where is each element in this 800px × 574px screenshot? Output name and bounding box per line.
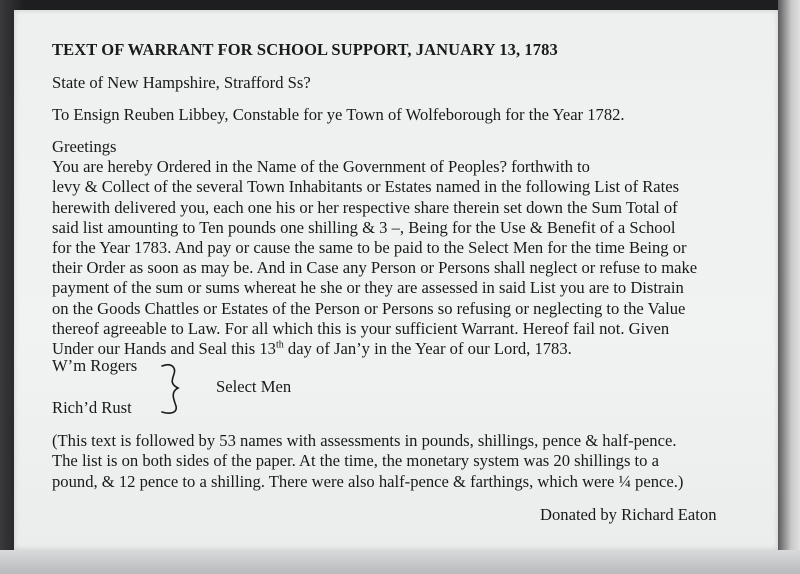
body-line xyxy=(52,137,762,177)
last-line-end: day of Jan’y in the Year of our Lord, 1783. xyxy=(283,339,572,359)
body-line: their Order as soon as may be. And in Case any Person or Persons shall neglect or refuse to make xyxy=(52,258,698,278)
body-line: herewith delivered you, each one his or her respective share therein set down the Sum Total of xyxy=(52,197,678,217)
body-line-text: You are hereby Ordered in the Name of the Government of Peoples? forthwith to xyxy=(52,157,590,177)
greeting: Greetings xyxy=(52,137,117,156)
ordinal-suffix: th xyxy=(275,339,284,351)
addressee-line: To Ensign Reuben Libbey, Constable for ye Town of Wolfeborough for the Year 1782. xyxy=(52,105,625,124)
body-line: on the Goods Chattles or Estates of the Person or Persons so refusing or neglecting to the Value xyxy=(52,298,686,318)
body-line: said list amounting to Ten pounds one shilling & 3 –, Being for the Use & Benefit of a School xyxy=(52,217,676,237)
frame-right-edge xyxy=(778,0,800,574)
donor-credit: Donated by Richard Eaton xyxy=(540,505,717,524)
body-line: for the Year 1783. And pay or cause the same to be paid to the Select Men for the time Being or xyxy=(52,238,687,258)
signer-rogers: W’m Rogers xyxy=(52,356,138,375)
note-line: The list is on both sides of the paper. At the time, the monetary system was 20 shillings to a xyxy=(52,451,659,471)
state-line: State of New Hampshire, Strafford Ss? xyxy=(52,73,311,92)
signer-rust: Rich’d Rust xyxy=(52,398,132,417)
note-line: pound, & 12 pence to a shilling. There were also half-pence & farthings, which were ¼ pence.) xyxy=(52,471,684,491)
document-title: TEXT OF WARRANT FOR SCHOOL SUPPORT, JANUARY 13, 1783 xyxy=(52,40,558,59)
curly-brace-icon xyxy=(158,360,188,416)
note-line: (This text is followed by 53 names with assessments in pounds, shillings, pence & half-pence. xyxy=(52,431,677,450)
body-line: payment of the sum or sums whereat he she or they are assessed in said List you are to Distrain xyxy=(52,278,684,298)
select-men-label: Select Men xyxy=(216,377,292,396)
frame-bottom-edge xyxy=(0,550,800,574)
last-line-start: Under our Hands and Seal this 13 xyxy=(52,339,276,359)
explanatory-note xyxy=(52,431,683,492)
warrant-body xyxy=(52,137,762,359)
body-line-last xyxy=(52,339,762,359)
body-line: thereof agreeable to Law. For all which this is your sufficient Warrant. Hereof fail not. Given xyxy=(52,318,670,338)
body-line: levy & Collect of the several Town Inhabitants or Estates named in the following List of Rates xyxy=(52,177,680,197)
